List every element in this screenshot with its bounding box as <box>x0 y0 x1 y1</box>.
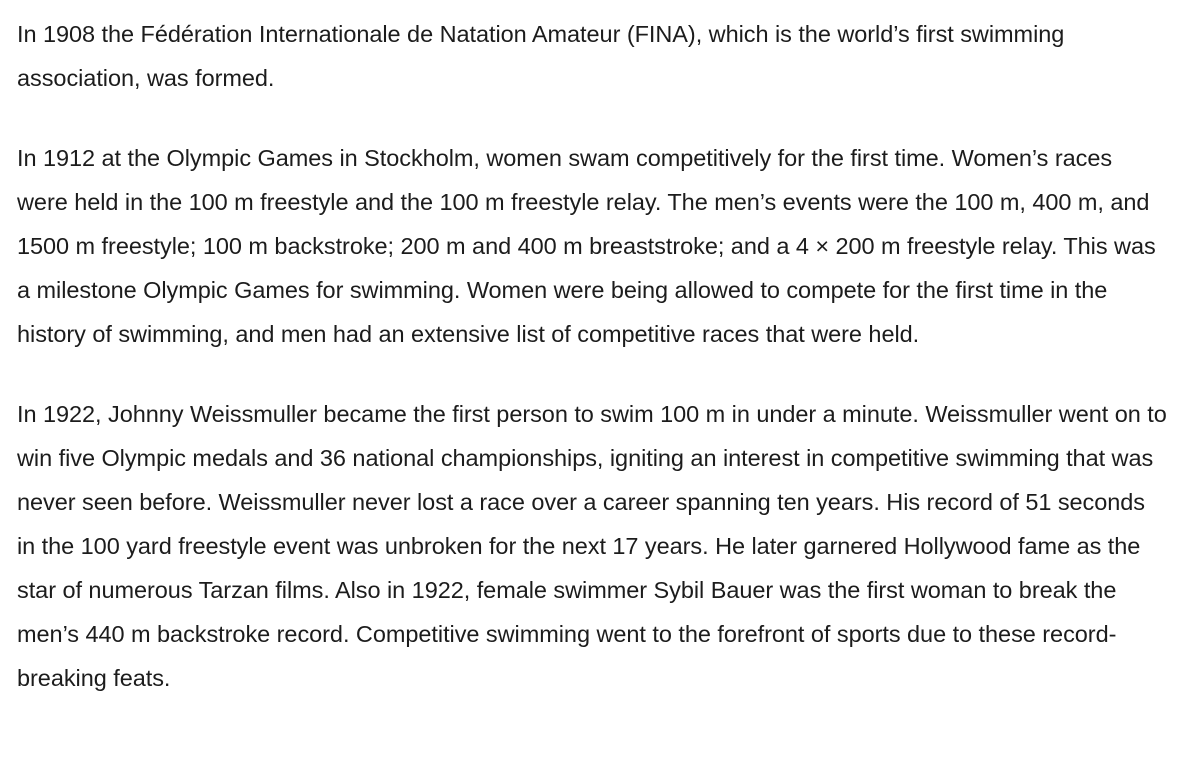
paragraph-olympics-1912: In 1912 at the Olympic Games in Stockholm, women swam competitively for the first time. Women’s races were held in the 100 m freestyle and the 100 m freestyle relay. The men’s events were the 100 m, 400 m, and 1500 m freestyle; 100 m backstroke; 200 m and 400 m breaststroke; and a 4 × 200 m freestyle relay. This was a milestone Olympic Games for swimming. Women were being allowed to compete for the first time in the history of swimming, and men had an extensive list of competitive races that were held. <box>17 145 1156 347</box>
paragraph-fina-1908: In 1908 the Fédération Internationale de Natation Amateur (FINA), which is the world’s first swimming association, was formed. <box>17 21 1065 91</box>
article-body <box>17 12 1167 700</box>
paragraph-weissmuller-1922: In 1922, Johnny Weissmuller became the first person to swim 100 m in under a minute. Weissmuller went on to win five Olympic medals and 36 national championships, igniting an interest in competitive swimming that was never seen before. Weissmuller never lost a race over a career spanning ten years. His record of 51 seconds in the 100 yard freestyle event was unbroken for the next 17 years. He later garnered Hollywood fame as the star of numerous Tarzan films. Also in 1922, female swimmer Sybil Bauer was the first woman to break the men’s 440 m backstroke record. Competitive swimming went to the forefront of sports due to these record-breaking feats. <box>17 401 1167 691</box>
